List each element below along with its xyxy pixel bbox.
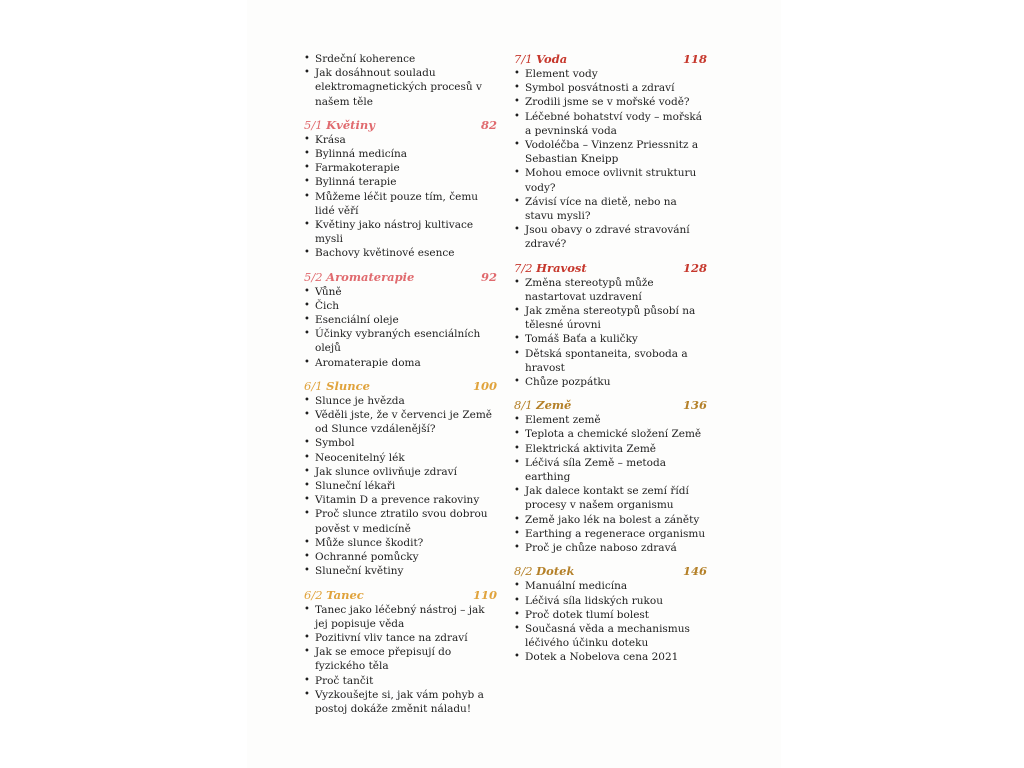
section-number: 5/2 [304, 269, 323, 284]
section-title: Aromaterapie [326, 269, 415, 284]
toc-item: • Vyzkoušejte si, jak vám pohyb a postoj dokáže změnit náladu! [304, 688, 497, 716]
toc-item: • Proč slunce ztratilo svou dobrou pověst v medicíně [304, 507, 497, 535]
toc-item: • Bachovy květinové esence [304, 246, 497, 260]
toc-item: • Tomáš Baťa a kuličky [514, 332, 707, 346]
toc-item: • Proč tančit [304, 674, 497, 688]
section-heading [514, 261, 707, 276]
section-heading [514, 564, 707, 579]
section-number: 6/1 [304, 378, 323, 393]
toc-item: • Léčivá síla Země – metoda earthing [514, 456, 707, 484]
section-title: Květiny [326, 117, 375, 132]
toc-item: • Tanec jako léčebný nástroj – jak jej popisuje věda [304, 603, 497, 631]
toc-section-zeme [514, 398, 707, 555]
toc-item: • Srdeční koherence [304, 52, 497, 66]
toc-item: • Teplota a chemické složení Země [514, 427, 707, 441]
toc-item-list [304, 133, 497, 261]
toc-item: • Vodoléčba – Vinzenz Priessnitz a Sebastian Kneipp [514, 138, 707, 166]
toc-item: • Zrodili jsme se v mořské vodě? [514, 95, 707, 109]
toc-item: • Chůze pozpátku [514, 375, 707, 389]
toc-item: • Vitamin D a prevence rakoviny [304, 493, 497, 507]
section-page-number: 136 [682, 398, 707, 413]
toc-item-list [514, 579, 707, 664]
toc-item: • Earthing a regenerace organismu [514, 527, 707, 541]
toc-left-column [304, 52, 497, 725]
section-page-number: 146 [682, 564, 707, 579]
toc-section-aromaterapie [304, 270, 497, 370]
toc-section-voda [514, 52, 707, 252]
toc-section-dotek [514, 564, 707, 664]
section-number: 7/1 [514, 52, 533, 66]
section-number: 6/2 [304, 587, 323, 602]
toc-item: • Manuální medicína [514, 579, 707, 593]
section-heading [304, 588, 497, 603]
toc-item: • Sluneční lékaři [304, 479, 497, 493]
toc-item: • Květiny jako nástroj kultivace mysli [304, 218, 497, 246]
toc-item-list [514, 413, 707, 555]
toc-item-list [514, 67, 707, 252]
toc-item: • Bylinná terapie [304, 175, 497, 189]
toc-item: • Jak dosáhnout souladu elektromagnetických procesů v našem těle [304, 66, 497, 109]
toc-item-list [304, 603, 497, 717]
toc-item-list [304, 394, 497, 579]
toc-item-list [304, 285, 497, 370]
toc-section-slunce [304, 379, 497, 579]
toc-section-tanec [304, 588, 497, 717]
toc-item: • Symbol [304, 436, 497, 450]
section-number: 5/1 [304, 117, 323, 132]
toc-item: • Účinky vybraných esenciálních olejů [304, 327, 497, 355]
toc-item: • Jak se emoce přepisují do fyzického těla [304, 645, 497, 673]
section-number: 7/2 [514, 260, 533, 275]
toc-item: • Element země [514, 413, 707, 427]
section-page-number: 118 [682, 52, 707, 66]
toc-item: • Pozitivní vliv tance na zdraví [304, 631, 497, 645]
toc-item: • Proč dotek tlumí bolest [514, 608, 707, 622]
toc-intro-continuation [304, 52, 497, 109]
toc-item: • Ochranné pomůcky [304, 550, 497, 564]
toc-item: • Element vody [514, 67, 707, 81]
toc-item: • Současná věda a mechanismus léčivého účinku doteku [514, 622, 707, 650]
section-heading [304, 118, 497, 133]
section-page-number: 92 [480, 269, 497, 284]
toc-item: • Symbol posvátnosti a zdraví [514, 81, 707, 95]
section-title: Dotek [536, 564, 575, 579]
toc-item: • Země jako lék na bolest a záněty [514, 513, 707, 527]
toc-item: • Vůně [304, 285, 497, 299]
section-heading [304, 379, 497, 394]
toc-item: • Aromaterapie doma [304, 356, 497, 370]
toc-item: • Krása [304, 133, 497, 147]
toc-item: • Elektrická aktivita Země [514, 442, 707, 456]
section-page-number: 82 [480, 117, 497, 132]
section-page-number: 110 [472, 587, 497, 602]
toc-item: • Léčivá síla lidských rukou [514, 594, 707, 608]
toc-item: • Čich [304, 299, 497, 313]
section-heading [304, 270, 497, 285]
toc-right-column [514, 52, 707, 674]
section-heading [514, 52, 707, 67]
toc-item: • Slunce je hvězda [304, 394, 497, 408]
section-title: Země [536, 398, 572, 413]
section-title: Voda [536, 52, 568, 66]
toc-item-list [304, 52, 497, 109]
toc-item: • Jak dalece kontakt se zemí řídí procesy v našem organismu [514, 484, 707, 512]
toc-item: • Sluneční květiny [304, 564, 497, 578]
toc-section-kvetiny [304, 118, 497, 261]
section-number: 8/2 [514, 564, 533, 579]
section-number: 8/1 [514, 398, 533, 413]
toc-item: • Dětská spontaneita, svoboda a hravost [514, 347, 707, 375]
toc-section-hravost [514, 261, 707, 390]
section-title: Tanec [326, 587, 364, 602]
toc-item: • Esenciální oleje [304, 313, 497, 327]
section-title: Slunce [326, 378, 370, 393]
toc-item: • Můžeme léčit pouze tím, čemu lidé věří [304, 190, 497, 218]
toc-item-list [514, 276, 707, 390]
toc-item: • Farmakoterapie [304, 161, 497, 175]
toc-item: • Proč je chůze naboso zdravá [514, 541, 707, 555]
toc-item: • Závisí více na dietě, nebo na stavu mysli? [514, 195, 707, 223]
toc-item: • Dotek a Nobelova cena 2021 [514, 650, 707, 664]
toc-item: • Věděli jste, že v červenci je Země od Slunce vzdálenější? [304, 408, 497, 436]
section-heading [514, 398, 707, 413]
section-page-number: 100 [472, 378, 497, 393]
toc-item: • Jak slunce ovlivňuje zdraví [304, 465, 497, 479]
section-title: Hravost [536, 260, 587, 275]
toc-item: • Změna stereotypů může nastartovat uzdravení [514, 276, 707, 304]
toc-item: • Mohou emoce ovlivnit strukturu vody? [514, 166, 707, 194]
toc-item: • Jak změna stereotypů působí na tělesné úrovni [514, 304, 707, 332]
toc-item: • Léčebné bohatství vody – mořská a pevninská voda [514, 110, 707, 138]
toc-item: • Jsou obavy o zdravé stravování zdravé? [514, 223, 707, 251]
toc-item: • Může slunce škodit? [304, 536, 497, 550]
toc-item: • Bylinná medicína [304, 147, 497, 161]
section-page-number: 128 [682, 260, 707, 275]
toc-item: • Neocenitelný lék [304, 451, 497, 465]
